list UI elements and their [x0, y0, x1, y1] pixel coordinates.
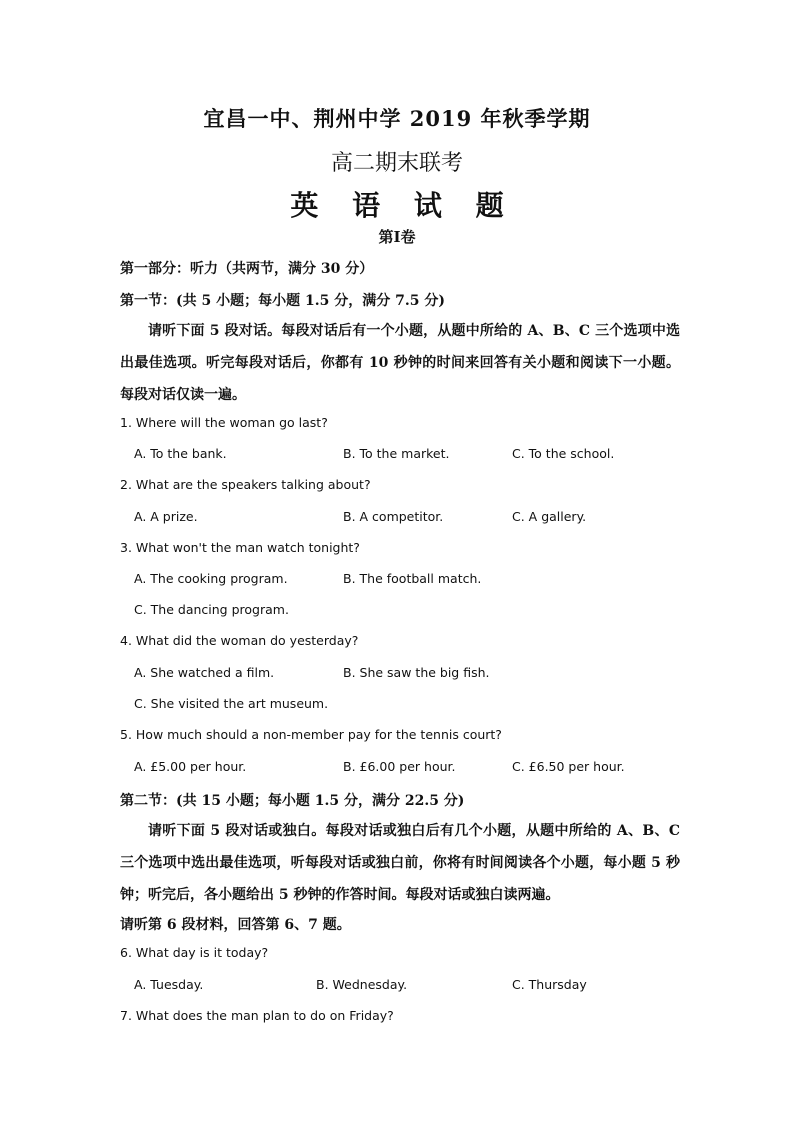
section1-instruction: 请听下面 5 段对话。每段对话后有一个小题，从题中所给的 A、B、C 三个选项中选出最佳选项。听完每段对话后，你都有 10 秒钟的时间来回答有关小题和阅读下一小题。每段对话仅读一遍。 [120, 323, 680, 403]
question-1-option-a: A. To the bank. [134, 446, 227, 461]
question-6-option-b: B. Wednesday. [316, 977, 408, 992]
section1-heading: 第一节：(共 5 小题；每小题 1.5 分，满分 7.5 分) [120, 293, 445, 309]
question-5-option-c: C. £6.50 per hour. [512, 759, 625, 774]
question-5-option-a: A. £5.00 per hour. [134, 759, 247, 774]
question-5-option-b: B. £6.00 per hour. [343, 759, 456, 774]
section2-instruction: 请听下面 5 段对话或独白。每段对话或独白后有几个小题，从题中所给的 A、B、C 三个选项中选出最佳选项，听每段对话或独白前，你将有时间阅读各个小题，每小题 5 秒钟；听完后，各小题给出 5 秒钟的作答时间。每段对话或独白读两遍。 [120, 823, 680, 903]
question-2-option-b: B. A competitor. [343, 509, 444, 524]
question-6-option-a: A. Tuesday. [134, 977, 204, 992]
question-3-option-c: C. The dancing program. [134, 602, 289, 617]
question-4-option-c: C. She visited the art museum. [134, 696, 329, 711]
question-6: 6. What day is it today? [120, 945, 269, 960]
question-3-option-a: A. The cooking program. [134, 571, 288, 586]
question-2: 2. What are the speakers talking about? [120, 477, 371, 492]
question-3-option-b: B. The football match. [343, 571, 482, 586]
question-1-option-c: C. To the school. [512, 446, 615, 461]
section2-heading: 第二节：(共 15 小题；每小题 1.5 分，满分 22.5 分) [120, 793, 465, 809]
question-2-option-c: C. A gallery. [512, 509, 587, 524]
question-7: 7. What does the man plan to do on Friday? [120, 1008, 394, 1023]
question-5: 5. How much should a non-member pay for the tennis court? [120, 727, 502, 742]
question-2-option-a: A. A prize. [134, 509, 198, 524]
exam-subtitle: 高二期末联考 [330, 151, 463, 176]
school-title: 宜昌一中、荆州中学 2019 年秋季学期 [203, 106, 591, 131]
question-6-option-c: C. Thursday [512, 977, 587, 992]
question-3: 3. What won't the man watch tonight? [120, 540, 360, 555]
question-4-option-a: A. She watched a film. [134, 665, 275, 680]
part1-heading: 第一部分：听力（共两节，满分 30 分） [120, 261, 374, 277]
exam-name: 英 语 试 题 [290, 189, 516, 222]
question-1: 1. Where will the woman go last? [120, 415, 328, 430]
question-1-option-b: B. To the market. [343, 446, 450, 461]
question-4: 4. What did the woman do yesterday? [120, 633, 359, 648]
section2-sub-instruction: 请听第 6 段材料，回答第 6、7 题。 [120, 917, 351, 933]
volume-label: 第Ⅰ卷 [378, 228, 416, 246]
question-4-option-b: B. She saw the big fish. [343, 665, 490, 680]
